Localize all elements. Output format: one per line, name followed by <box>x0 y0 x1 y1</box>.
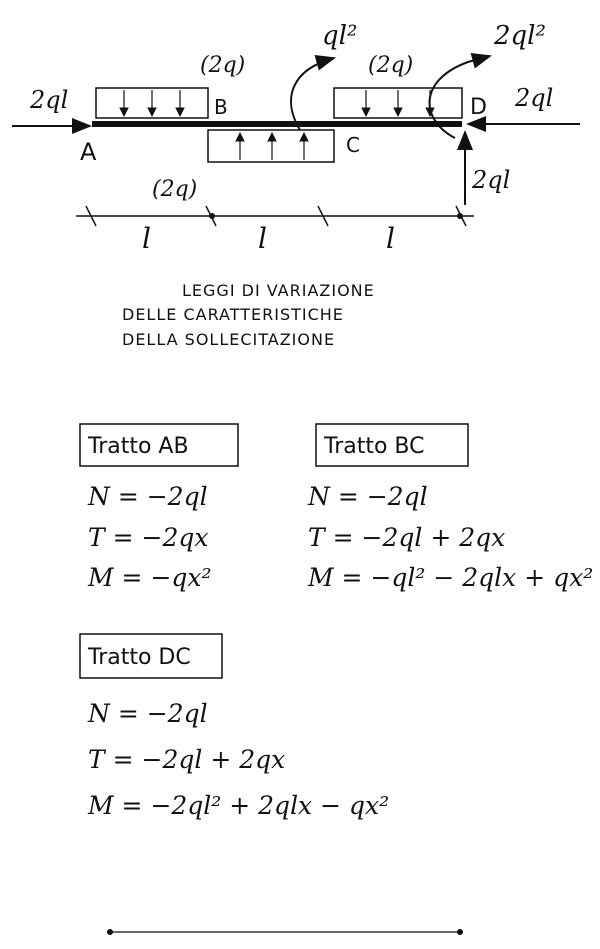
point-d-label: D <box>470 95 487 120</box>
dist-load-bc-label: (2q) <box>152 177 198 202</box>
moment-mid-label: ql² <box>322 21 358 51</box>
dimension-line <box>76 206 474 226</box>
section-ab <box>80 424 238 592</box>
section-bc-title: Tratto BC <box>324 434 425 459</box>
point-c-label: C <box>346 133 360 157</box>
section-dc <box>80 634 389 820</box>
heading-line-2: DELLE CARATTERISTICHE <box>122 305 344 324</box>
span-label-3: l <box>386 222 395 255</box>
vertical-force-label: 2ql <box>472 166 511 194</box>
point-b-label: B <box>214 95 228 119</box>
section-ab-n: N = −2ql <box>88 482 208 511</box>
point-a-label: A <box>80 138 97 166</box>
section-bc-n: N = −2ql <box>308 482 428 511</box>
dist-load-cd-label: (2q) <box>368 53 414 78</box>
section-ab-title: Tratto AB <box>88 434 189 459</box>
section-dc-m: M = −2ql² + 2qlx − qx² <box>88 791 390 820</box>
span-label-2: l <box>258 222 267 255</box>
section-dc-t: T = −2ql + 2qx <box>88 745 286 774</box>
moment-right-label: 2ql² <box>494 21 546 51</box>
left-axial-label: 2ql <box>30 86 69 114</box>
bottom-line <box>107 929 463 935</box>
distributed-load-bc <box>208 130 334 162</box>
section-dc-title: Tratto DC <box>88 645 191 670</box>
section-bc <box>307 424 593 592</box>
heading <box>122 281 375 349</box>
heading-line-1: LEGGI DI VARIAZIONE <box>182 281 375 300</box>
moment-mid-arrow <box>291 58 334 130</box>
distributed-load-ab <box>96 88 208 118</box>
section-ab-m: M = −qx² <box>88 563 212 592</box>
beam-diagram <box>12 21 580 255</box>
section-bc-t: T = −2ql + 2qx <box>308 523 506 552</box>
distributed-load-cd <box>334 88 462 118</box>
right-axial-label: 2ql <box>515 84 554 112</box>
section-bc-m: M = −ql² − 2qlx + qx² <box>308 563 594 592</box>
section-ab-t: T = −2qx <box>88 523 209 552</box>
span-label-1: l <box>142 222 151 255</box>
dist-load-ab-label: (2q) <box>200 53 246 78</box>
section-dc-n: N = −2ql <box>88 699 208 728</box>
heading-line-3: DELLA SOLLECITAZIONE <box>122 330 336 349</box>
